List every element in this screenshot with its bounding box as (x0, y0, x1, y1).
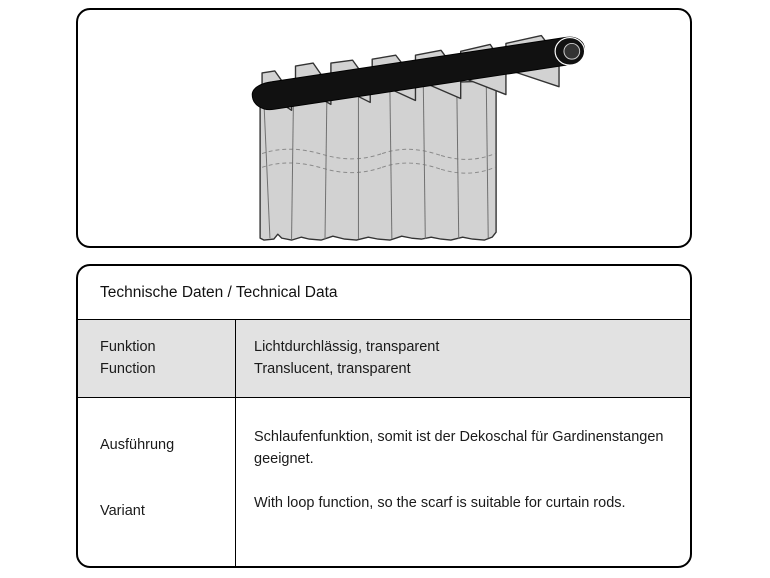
row-value-variant (236, 398, 690, 568)
row-value-variant-en: With loop function, so the scarf is suitable for curtain rods. (254, 495, 626, 511)
row-label-variant-en: Variant (100, 503, 145, 519)
row-label-variant (78, 398, 236, 568)
row-value-function-de: Lichtdurchlässig, transparent (254, 339, 440, 355)
row-label-function-de: Funktion (100, 339, 156, 355)
table-row-function (78, 320, 690, 398)
technical-data-title: Technische Daten / Technical Data (78, 266, 690, 320)
row-value-function-en: Translucent, transparent (254, 361, 411, 377)
curtain-scarf-with-loops-icon (78, 10, 690, 246)
illustration-panel (76, 8, 692, 248)
table-row-variant (78, 398, 690, 568)
row-label-function (78, 320, 236, 397)
row-value-function (236, 320, 690, 397)
row-label-variant-de: Ausführung (100, 437, 175, 453)
row-label-function-en: Function (100, 361, 156, 377)
technical-data-panel (76, 264, 692, 568)
row-value-variant-de: Schlaufenfunktion, somit ist der Dekoschal für Gardinenstangen geeignet. (254, 429, 664, 467)
